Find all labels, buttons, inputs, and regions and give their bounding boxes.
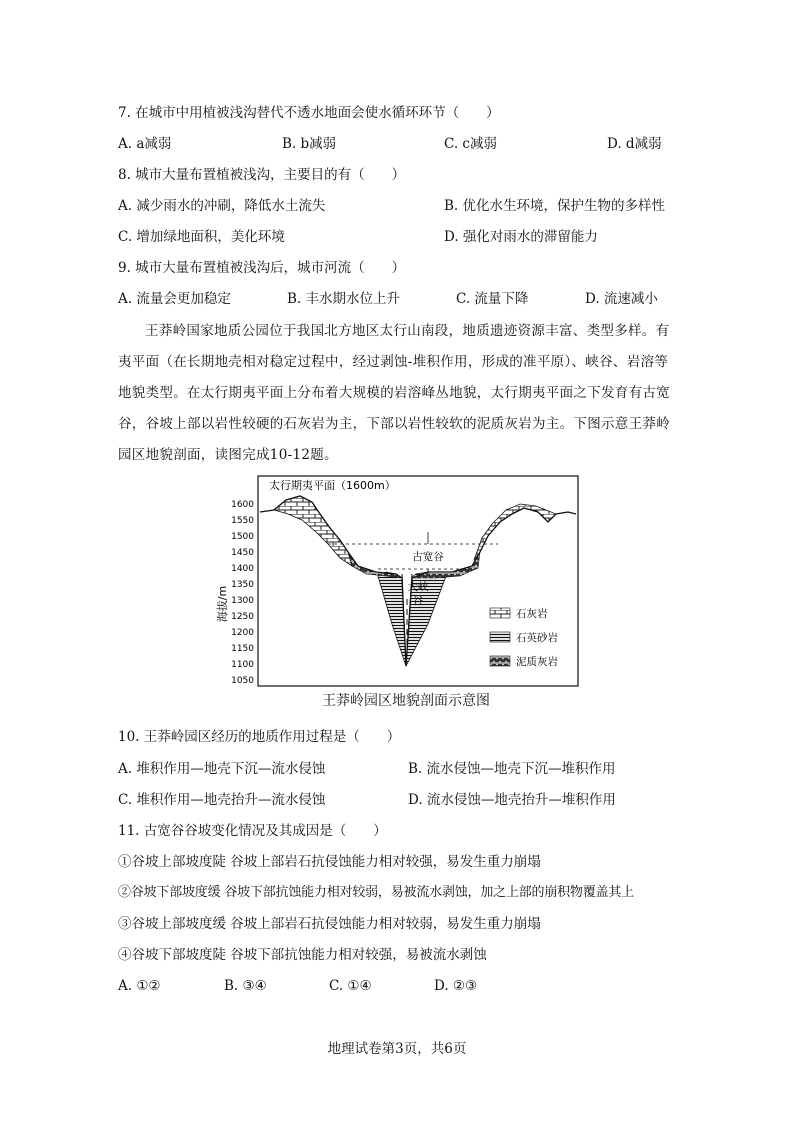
- q10-option-d: D. 流水侵蚀—地壳抬升—堆积作用: [408, 792, 616, 808]
- q11-item-3: ③谷坡上部坡度缓 谷坡上部岩石抗侵蚀能力相对较弱，易发生重力崩塌: [118, 916, 541, 932]
- legend-limestone-swatch: [490, 608, 510, 618]
- q10-option-b: B. 流水侵蚀—地壳下沉—堆积作用: [408, 761, 616, 777]
- q7-stem: 7. 在城市中用植被浅沟替代不透水地面会使水循环环节（ ）: [118, 105, 500, 121]
- q8-option-c: C. 增加绿地面积，美化环境: [118, 229, 285, 245]
- q11-item-4: ④谷坡下部坡度陡 谷坡下部抗蚀能力相对较强，易被流水剥蚀: [118, 947, 487, 963]
- y-tick: 1200: [231, 628, 254, 638]
- q8-option-b: B. 优化水生环境，保护生物的多样性: [444, 198, 666, 214]
- y-tick: 1250: [231, 612, 254, 622]
- wide-valley-label: 古宽谷: [412, 551, 444, 563]
- y-tick: 1600: [231, 500, 254, 510]
- q10-option-a: A. 堆积作用—地壳下沉—流水侵蚀: [118, 761, 326, 777]
- q7-option-b: B. b减弱: [282, 136, 337, 152]
- figure-caption: 王莽岭园区地貌剖面示意图: [322, 693, 490, 709]
- q7-option-d: D. d减弱: [607, 136, 662, 152]
- q11-option-a: A. ①②: [118, 978, 161, 994]
- y-tick: 1550: [231, 516, 254, 526]
- q9-stem: 9. 城市大量布置植被浅沟后，城市河流（ ）: [118, 260, 406, 276]
- y-tick: 1400: [231, 564, 254, 574]
- y-tick: 1500: [231, 532, 254, 542]
- q9-option-d: D. 流速减小: [585, 291, 658, 307]
- q11-stem: 11. 古宽谷谷坡变化情况及其成因是（ ）: [118, 823, 387, 839]
- y-tick: 1350: [231, 580, 254, 590]
- q8-option-d: D. 强化对雨水的滞留能力: [444, 229, 598, 245]
- gorge-label: 谷: [412, 595, 424, 607]
- q7-option-a: A. a减弱: [118, 136, 172, 152]
- page-footer: 地理试卷第3页，共6页: [327, 1041, 467, 1057]
- q11-item-2: ②谷坡下部坡度缓 谷坡下部抗蚀能力相对较弱，易被流水剥蚀，加之上部的崩积物覆盖其上: [118, 885, 634, 900]
- y-tick: 1100: [231, 660, 254, 670]
- q9-option-b: B. 丰水期水位上升: [287, 291, 401, 307]
- q11-item-1: ①谷坡上部坡度陡 谷坡上部岩石抗侵蚀能力相对较强，易发生重力崩塌: [118, 854, 541, 870]
- peneplain-label: 太行期夷平面（1600m）: [269, 479, 396, 492]
- y-tick: 1450: [231, 548, 254, 558]
- profile-diagram: [216, 474, 596, 688]
- y-tick: 1300: [231, 596, 254, 606]
- q9-option-c: C. 流量下降: [456, 291, 529, 307]
- q11-option-b: B. ③④: [224, 978, 267, 994]
- y-axis-label: 海拔/m: [216, 585, 229, 623]
- y-tick: 1050: [231, 676, 254, 686]
- legend-argillaceous-limestone-label: 泥质灰岩: [516, 656, 558, 668]
- landform-profile-figure: [216, 474, 596, 710]
- reading-passage: 王莽岭国家地质公园位于我国北方地区太行山南段，地质遗迹资源丰富、类型多样。有夷平面（在长期地壳相对稳定过程中，经过剥蚀-堆积作用，形成的准平原）、峡谷、岩溶等地貌类型。在太行期夷平面上分布着大规模的岩溶峰丛地貌，太行期夷平面之下发育有古宽谷，谷坡上部以岩性较硬的石灰岩为主，下部以岩性较软的泥质灰岩为主。下图示意王莽岭园区地貌剖面，读图完成10-12题。: [118, 323, 670, 463]
- q11-option-d: D. ②③: [434, 978, 478, 994]
- legend-quartz-sandstone-swatch: [490, 632, 510, 642]
- q8-option-a: A. 减少雨水的冲刷，降低水土流失: [118, 198, 326, 214]
- gorge-label: 大峡: [407, 581, 429, 593]
- y-tick: 1150: [231, 644, 254, 654]
- legend-limestone-label: 石灰岩: [516, 608, 548, 620]
- q8-stem: 8. 城市大量布置植被浅沟，主要目的有（ ）: [118, 167, 406, 183]
- q7-option-c: C. c减弱: [444, 136, 497, 152]
- legend-argillaceous-limestone-swatch: [490, 656, 510, 666]
- q11-option-c: C. ①④: [329, 978, 372, 994]
- q9-option-a: A. 流量会更加稳定: [118, 291, 231, 307]
- legend-quartz-sandstone-label: 石英砂岩: [516, 632, 558, 644]
- q10-option-c: C. 堆积作用—地壳抬升—流水侵蚀: [118, 792, 326, 808]
- q10-stem: 10. 王莽岭园区经历的地质作用过程是（ ）: [118, 729, 401, 745]
